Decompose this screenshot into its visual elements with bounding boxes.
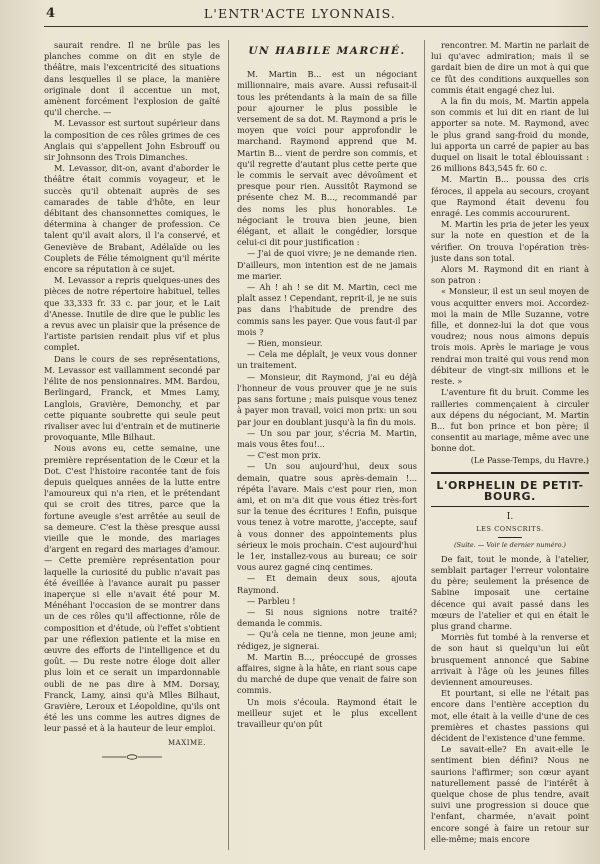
- chapter-rule: [498, 537, 522, 538]
- paragraph: A la fin du mois, M. Martin appela son commis et lui dit en riant de lui apporter sa note. M. Raymond, avec le plus grand sang-froid du monde, lui apporta un carré de papier au bas duquel on lisait le total éblouissant : 26 millions 843,545 fr. 60 c.: [431, 96, 589, 174]
- paragraph: — Parbleu !: [247, 595, 296, 606]
- paragraph: M. Levassor, dit-on, avant d'aborder le théâtre était commis voyageur, et le succès qu'il obtenait auprès de ses camarades de table d'hôte, en leur débitant des chansonnettes comiques, le détermina à changer de profession. Ce talent qu'il avait alors, il l'a conservé, et Geneviève de Brabant, Adélaïde ou les Couplets de Félie témoignent qu'il mérite encore sa réputation à ce sujet.: [44, 163, 220, 275]
- paragraph: M. Martin B... poussa des cris féroces, il appela au secours, croyant que Raymond était devenu fou enragé. Les commis accoururent.: [431, 174, 589, 219]
- paragraph: Dans le cours de ses représentations, M. Levassor est vaillamment secondé par l'élite de nos pensionnaires. MM. Bardou, Berlingard, Franck, et Mmes Lamy, Langlois, Gravière, Demonchy, et par cette piquante soubrette qui seule peut rivaliser avec lui d'entrain et de mutinerie provoquante, Mlle Bilhaut.: [44, 353, 220, 443]
- paragraph: — J'ai de quoi vivre; je ne demande rien. D'ailleurs, mon intention est de ne jamais me marier.: [237, 248, 417, 281]
- paragraph: — Un sou aujourd'hui, deux sous demain, quatre sous après-demain !... répéta l'avare. Mais c'est pour rien, mon ami, et on m'a dit que vous étiez très-fort sur la tenue des écritures ! Enfin, puisque vous tenez à votre marotte, j'accepte, sauf à vous donner des appointements plus sérieux le mois prochain. C'est aujourd'hui le 1er, installez-vous au bureau; ce soir vous aurez gagné cinq centimes.: [237, 461, 417, 573]
- column-divider: [424, 40, 425, 850]
- paragraph: M. Martin B... est un négociant millionnaire, mais avare. Aussi refusait-il tous les prétendants à la main de sa fille pour ajourner le plus possible le versement de sa dot. M. Raymond a pris le moyen que voici pour approfondir le marchand. Raymond apprend que M. Martin B... vient de perdre son commis, et qu'il regrette d'autant plus cette perte que le commis le servait avec dévoûment et presque pour rien. Aussitôt Raymond se présente chez M. B..., recommandé par des noms les plus honorables. Le négociant le trouva bien jeune, bien élégant, et allait le congédier, lorsque celui-ci dit pour justification :: [237, 69, 417, 248]
- header-rule: [44, 26, 588, 27]
- serial-title: L'ORPHELIN DE PETIT-BOURG.: [436, 478, 584, 503]
- paragraph: rencontrer. M. Martin ne parlait de lui qu'avec admiration; mais il se gardait bien de dire un mot à qui que ce fût des conditions auxquelles son commis était engagé chez lui.: [431, 40, 589, 95]
- part-number: I.: [506, 512, 514, 523]
- paragraph: — Rien, monsieur.: [247, 338, 323, 349]
- paragraph: — Monsieur, dit Raymond, j'ai eu déjà l'honneur de vous prouver que je ne suis pas sans fortune ; mais puisque vous tenez à payer mon travail, voici mon prix: un sou par jour en doublant jusqu'à la fin du mois.: [237, 371, 417, 427]
- paragraph: — Un sou par jour, s'écria M. Martin, mais vous êtes fou!...: [237, 427, 417, 449]
- paragraph: — Qu'à cela ne tienne, mon jeune ami; rédigez, je signerai.: [237, 629, 417, 651]
- column-1: [44, 40, 220, 850]
- paragraph: M. Martin les pria de jeter les yeux sur la note en question et de la vérifier. On trouva l'opération très-juste dans son total.: [431, 219, 589, 263]
- paragraph: De fait, tout le monde, à l'atelier, semblait partager l'erreur volontaire du père; seulement la présence de Sabine imposait une certaine décence qui avait passé dans les mœurs de l'atelier et qui en était le plus grand charme.: [431, 553, 589, 631]
- paragraph: Un mois s'écoula. Raymond était le meilleur sujet et le plus excellent travailleur qu'on pût: [237, 696, 417, 729]
- paragraph: L'aventure fit du bruit. Comme les railleries commençaient à circuler aux dépens du négociant, M. Martin B... fut bon prince et bon père; il consentit au mariage, même avec une bonne dot.: [431, 387, 589, 454]
- paragraph: Morriès fut tombé à la renverse et de son haut si quelqu'un lui eût brusquement annoncé que Sabine arrivait à l'âge où les jeunes filles deviennent amoureuses.: [431, 632, 589, 687]
- paragraph: « Monsieur, il est un seul moyen de vous acquitter envers moi. Accordez-moi la main de Mlle Suzanne, votre fille, et donnez-lui la dot que vous voudrez; nous nous aimons depuis trois mois. Après le mariage je vous rendrai mon traité qui vous rend mon débiteur de vingt-six millions et le reste. »: [431, 286, 589, 387]
- paragraph: M. Martin B..., préoccupé de grosses affaires, signe à la hâte, en riant sous cape du marché de dupe que venait de faire son commis.: [237, 651, 417, 696]
- journal-title: L'ENTR'ACTE LYONNAIS.: [203, 6, 397, 21]
- article-signature: MAXIME.: [168, 738, 206, 747]
- paragraph: M. Levassor a repris quelques-unes des pièces de notre répertoire habituel, telles que 33,333 fr. 33 c. par jour, et le Lait d'Anesse. Inutile de dire que le public les a revus avec un plaisir que la présence de l'artiste parisien rendait plus vif et plus complet.: [44, 275, 220, 353]
- paragraph: Alors M. Raymond dit en riant à son patron :: [431, 264, 589, 286]
- column-divider: [228, 40, 229, 850]
- paragraph: — Ah ! ah ! se dit M. Martin, ceci me plaît assez ! Cependant, reprit-il, je ne suis pas dans l'habitude de prendre des commis sans les payer. Que vous faut-il par mois ?: [237, 282, 417, 337]
- continuation-note: (Suite. — Voir le dernier numéro.): [454, 540, 566, 549]
- title-rule: [431, 506, 589, 507]
- column-2: [237, 40, 417, 850]
- chapter-title: LES CONSCRITS.: [476, 525, 544, 534]
- paragraph: — C'est mon prix.: [247, 450, 321, 461]
- column-3: [431, 40, 589, 850]
- paragraph: Nous avons eu, cette semaine, une première représentation de le Cœur et la Dot. C'est l'histoire racontée tant de fois depuis quelques années de la lutte entre l'amoureux qui n'a rien, et le prétendant qui se croit des titres, parce que la fortune aveugle s'est arrêtée au seuil de sa demeure. C'est la thèse presque aussi vieille que le monde, des mariages d'argent en regard des mariages d'amour. — Cette première représentation pour laquelle la curiosité du public n'avait pas été éveillée à l'avance aurait pu passer inaperçue si elle n'avait été pour M. Ménéhant l'occasion de se montrer dans un de ces rôles qu'il affectionne, rôle de composition et d'étude, où l'effet s'obtient par une réflexion patiente et la mise en œuvre des efforts de l'intelligence et du goût. — Du reste notre éloge doit aller plus loin et ce serait un impardonnable oubli de ne pas dire à MM. Dorsay, Franck, Lamy, ainsi qu'à Mlles Bilhaut, Gravière, Leroux et Léopoldine, qu'ils ont été les uns comme les autres dignes de leur passé et à la hauteur de leur emploi.: [44, 443, 220, 734]
- article-title: UN HABILE MARCHÉ.: [248, 45, 406, 57]
- paragraph: Le savait-elle? En avait-elle le sentiment bien défini? Nous ne saurions l'affirmer; son cœur ayant naturellement passé de l'intérêt à quelque chose de plus tendre, avait suivi une progression si douce que l'enfant, charmée, n'avait point encore songé à faire un retour sur elle-même; mais encore: [431, 744, 589, 844]
- paragraph: — Et demain deux sous, ajouta Raymond.: [237, 573, 417, 595]
- ornament-divider: [102, 753, 162, 761]
- paragraph: Et pourtant, si elle ne l'était pas encore dans l'entière acception du mot, elle était à la veille d'une de ces premières et chastes passions qui décident de l'existence d'une femme.: [431, 688, 589, 743]
- page-number: 4: [46, 6, 56, 21]
- paragraph: saurait rendre. Il ne brûle pas les planches comme on dit en style de théâtre, mais l'excentricité des situations dans lesquelles il se place, la manière originale dont il accentue un mot, amènent forcément l'explosion de gaîté qu'il cherche. —: [44, 40, 220, 118]
- paragraph: M. Levassor est surtout supérieur dans la composition de ces rôles grimes de ces Anglais qui s'appellent John Esbrouff ou sir Johnsonn des Trois Dimanches.: [44, 118, 220, 163]
- article-source: (Le Passe-Temps, du Havre.): [470, 454, 589, 465]
- section-rule: [431, 472, 589, 474]
- paragraph: — Si nous signions notre traité? demanda le commis.: [237, 606, 417, 629]
- paragraph: — Cela me déplaît, je veux vous donner un traitement.: [237, 349, 417, 371]
